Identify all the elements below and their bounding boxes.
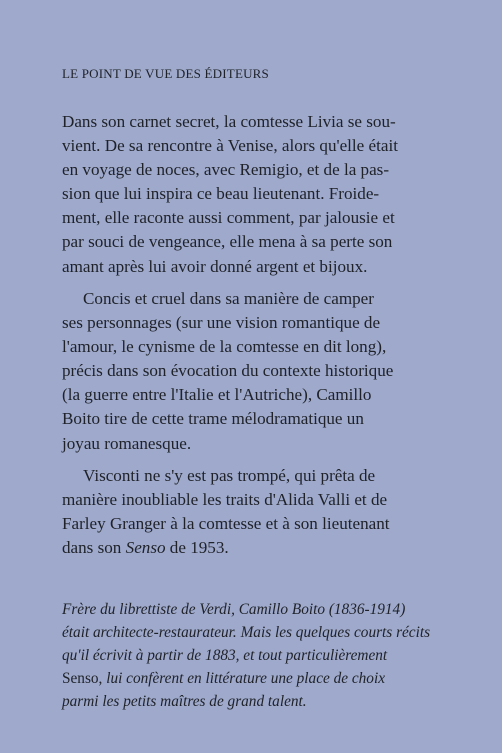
text-line: l'amour, le cynisme de la comtesse en dit long),: [62, 337, 387, 356]
text-line: précis dans son évocation du contexte historique: [62, 361, 394, 380]
text-line: par souci de vengeance, elle mena à sa perte son: [62, 232, 393, 251]
text-line: sion que lui inspira ce beau lieutenant. Froide-: [62, 184, 380, 203]
text-line: en voyage de noces, avec Remigio, et de la pas-: [62, 160, 390, 179]
text-line: joyau romanesque.: [62, 434, 192, 453]
text-line: Farley Granger à la comtesse et à son lieutenant: [62, 514, 390, 533]
text-line: Dans son carnet secret, la comtesse Livia se sou-: [62, 112, 396, 131]
text-segment: de 1953.: [165, 538, 229, 557]
bio-line: [62, 671, 385, 686]
text-line: Boito tire de cette trame mélodramatique un: [62, 409, 364, 428]
text-line: ses personnages (sur une vision romantique de: [62, 313, 381, 332]
text-segment: lui confèrent en littérature une place de choix: [102, 670, 385, 687]
text-line: Visconti ne s'y est pas trompé, qui prêta de: [83, 466, 376, 485]
text-line: manière inoubliable les traits d'Alida Valli et de: [62, 490, 388, 509]
text-line: amant après lui avoir donné argent et bijoux.: [62, 257, 368, 276]
film-title: Senso: [125, 538, 166, 557]
text-segment: dans son: [62, 538, 126, 557]
text-line: Concis et cruel dans sa manière de camper: [83, 289, 374, 308]
text-line: ment, elle raconte aussi comment, par jalousie et: [62, 208, 395, 227]
text-line: [62, 539, 229, 556]
book-title: Senso,: [62, 670, 103, 687]
bio-line: qu'il écrivit à partir de 1883, et tout particulièrement: [62, 647, 388, 664]
bio-line: parmi les petits maîtres de grand talent.: [62, 693, 307, 710]
text-line: vient. De sa rencontre à Venise, alors qu'elle était: [62, 136, 398, 155]
bio-line: était architecte-restaurateur. Mais les quelques courts récits: [62, 624, 431, 641]
section-heading: LE POINT DE VUE DES ÉDITEURS: [62, 66, 269, 81]
text-line: (la guerre entre l'Italie et l'Autriche), Camillo: [62, 385, 372, 404]
bio-line: Frère du librettiste de Verdi, Camillo Boito (1836-1914): [62, 601, 406, 618]
